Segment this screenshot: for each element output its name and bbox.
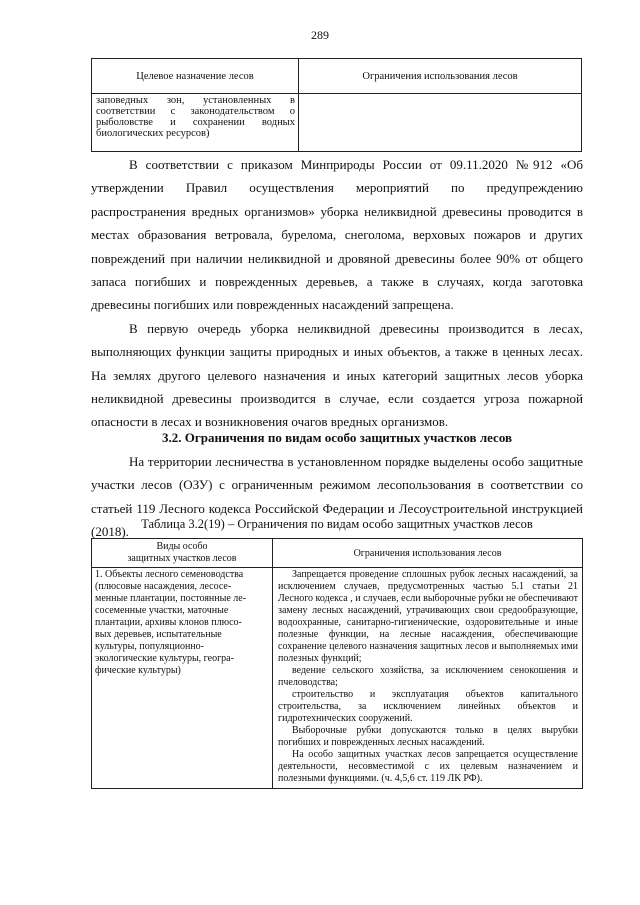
table-header-restrictions: Ограничения использования лесов: [273, 539, 583, 568]
paragraph-priority-cleanup: В первую очередь уборка неликвидной древесины производится в лесах, выполняющих функции защиты природных и иных объектов, а также в ценных лесах. На землях другого целевого назначения и иных категорий защитных лесов уборка неликвидной древесины производится в случае, если создается угроза пожарной опасности в лесах и возникновения очагов вредных организмов.: [91, 320, 583, 430]
table-cell-purpose: заповедных зон, установленных в соответствии с законодательством о рыболовстве и сохранении водных биологических ресурсов): [92, 94, 299, 152]
restriction-paragraph: Запрещается проведение сплошных рубок лесных насаждений, за исключением случаев, предусмотренных частью 5.1 статьи 21 Лесного кодекса , и случаев, если выборочные рубки не обеспечивают замену лесных насаждений, утрачивающих свои средообразующие, водоохранные, санитарно-гигиенические, оздоровительные и иные полезные функции, на лесные насаждения, обеспечивающие сохранение целевого назначения защитных лесов и выполняемых ими полезных функций;: [278, 569, 578, 664]
cell-line: культуры, популяционно-: [95, 641, 204, 652]
header-line: Виды особо: [156, 541, 208, 552]
restriction-paragraph: ведение сельского хозяйства, за исключением сенокошения и пчеловодства;: [278, 665, 578, 688]
table-cell-restrictions: [273, 568, 583, 789]
cell-line: менные плантации, постоянные ле-: [95, 593, 247, 604]
restriction-paragraph: На особо защитных участках лесов запрещается осуществление деятельности, несовместимой с их целевым назначением и полезными функциями. (ч. 4,5,6 ст. 119 ЛК РФ).: [278, 749, 578, 784]
header-line: защитных участков лесов: [127, 553, 237, 564]
cell-line: сосеменные участки, маточные: [95, 605, 229, 616]
table-header-restrictions: Ограничения использования лесов: [299, 59, 582, 94]
page-number: 289: [311, 28, 329, 42]
table-header-purpose: Целевое назначение лесов: [92, 59, 299, 94]
table-header-ozu-types: [92, 539, 273, 568]
ozu-restrictions-table: [91, 538, 583, 789]
restriction-paragraph: Выборочные рубки допускаются только в целях вырубки погибших и поврежденных лесных насаждений.: [278, 725, 578, 748]
cell-line: (плюсовые насаждения, лесосе-: [95, 581, 232, 592]
table-cell-ozu-type: [92, 568, 273, 789]
paragraph-ozu: На территории лесничества в установленном порядке выделены особо защитные участки лесов (ОЗУ) с ограниченным режимом лесопользования в соответствии со статьей 119 Лесного кодекса Российской Федерации и Лесоустроительной инструкцией (2018).: [91, 454, 583, 540]
table-row: [92, 94, 582, 152]
paragraph-order-912: В соответствии с приказом Минприроды России от 09.11.2020 №912 «Об утверждении Правил осуществления мероприятий по предупреждению распространения вредных организмов» уборка неликвидной древесины проводится в местах образования ветровала, бурелома, снеголома, верховых пожаров и других повреждений при наличии неликвидной и дровяной древесины более 90% от общего запаса погибших и поврежденных деревьев, а также в случаях, когда заготовка древесины погибших или поврежденных насаждений запрещена.: [91, 157, 583, 313]
restriction-paragraph: строительство и эксплуатация объектов капитального строительства, за исключением линейных объектов и гидротехнических сооружений.: [278, 689, 578, 724]
table-cell-restrictions: [299, 94, 582, 152]
cell-line: экологические культуры, геогра-: [95, 653, 234, 664]
section-heading: 3.2. Ограничения по видам особо защитных участков лесов: [161, 430, 513, 445]
table-row: [92, 568, 583, 789]
table-header-row: [92, 59, 582, 94]
cell-line: фические культуры): [95, 665, 181, 676]
table-header-row: [92, 539, 583, 568]
forest-purpose-table: [91, 58, 582, 152]
cell-line: плантации, архивы клонов плюсо-: [95, 617, 242, 628]
cell-line: 1. Объекты лесного семеноводства: [95, 569, 244, 580]
table-caption: Таблица 3.2(19) – Ограничения по видам особо защитных участков лесов: [141, 517, 533, 531]
cell-line: вых деревьев, испытательные: [95, 629, 222, 640]
paragraph-block-1: [91, 153, 583, 434]
